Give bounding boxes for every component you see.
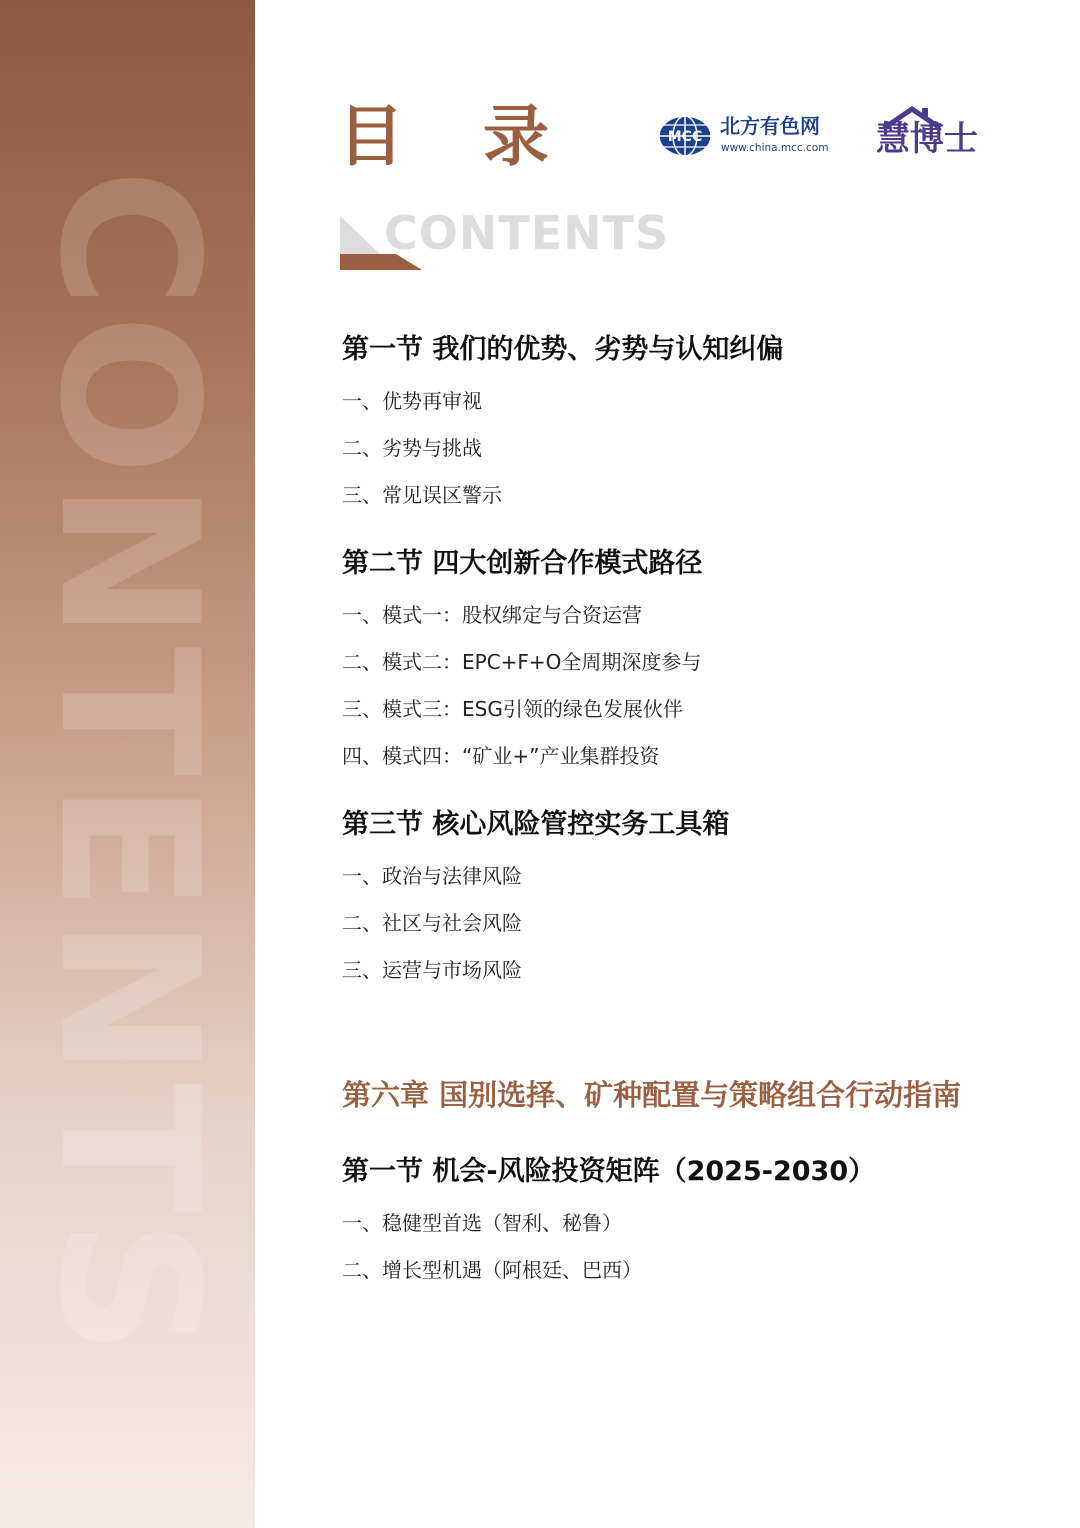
page-title: 目 录: [338, 98, 577, 175]
toc-item[interactable]: 二、模式二：EPC+F+O全周期深度参与: [342, 650, 702, 674]
toc-item[interactable]: 四、模式四：“矿业+”产业集群投资: [342, 744, 660, 768]
toc-item[interactable]: 一、优势再审视: [342, 389, 482, 413]
svg-text:MCC: MCC: [667, 129, 703, 145]
huiboshi-logo: [876, 104, 976, 160]
toc-item[interactable]: 三、常见误区警示: [342, 483, 502, 507]
section-heading-chapter-1[interactable]: 第一节 机会-风险投资矩阵（2025-2030）: [342, 1156, 876, 1187]
contents-subtitle: CONTENTS: [384, 206, 670, 260]
toc-item[interactable]: 一、稳健型首选（智利、秘鲁）: [342, 1211, 622, 1235]
mcc-logo: [657, 110, 842, 162]
mcc-logo-url: www.china.mcc.com: [721, 142, 829, 154]
toc-item[interactable]: 一、政治与法律风险: [342, 864, 522, 888]
toc-item[interactable]: 二、社区与社会风险: [342, 911, 522, 935]
huiboshi-logo-name: 慧博士: [876, 119, 978, 159]
section-heading-1[interactable]: 第一节 我们的优势、劣势与认知纠偏: [342, 334, 784, 365]
section-heading-2[interactable]: 第二节 四大创新合作模式路径: [342, 548, 703, 579]
toc-item[interactable]: 三、运营与市场风险: [342, 958, 522, 982]
toc-item[interactable]: 二、增长型机遇（阿根廷、巴西）: [342, 1258, 642, 1282]
toc-item[interactable]: 三、模式三：ESG引领的绿色发展伙伴: [342, 697, 683, 721]
chapter-heading[interactable]: 第六章 国别选择、矿种配置与策略组合行动指南: [342, 1078, 962, 1112]
sidebar-band: [0, 0, 255, 1528]
toc-item[interactable]: 二、劣势与挑战: [342, 436, 482, 460]
toc-item[interactable]: 一、模式一：股权绑定与合资运营: [342, 603, 642, 627]
globe-icon: [657, 114, 713, 158]
section-heading-3[interactable]: 第三节 核心风险管控实务工具箱: [342, 809, 730, 840]
mcc-logo-name: 北方有色网: [720, 114, 820, 138]
sidebar-watermark: CONTENTS: [18, 168, 239, 1362]
